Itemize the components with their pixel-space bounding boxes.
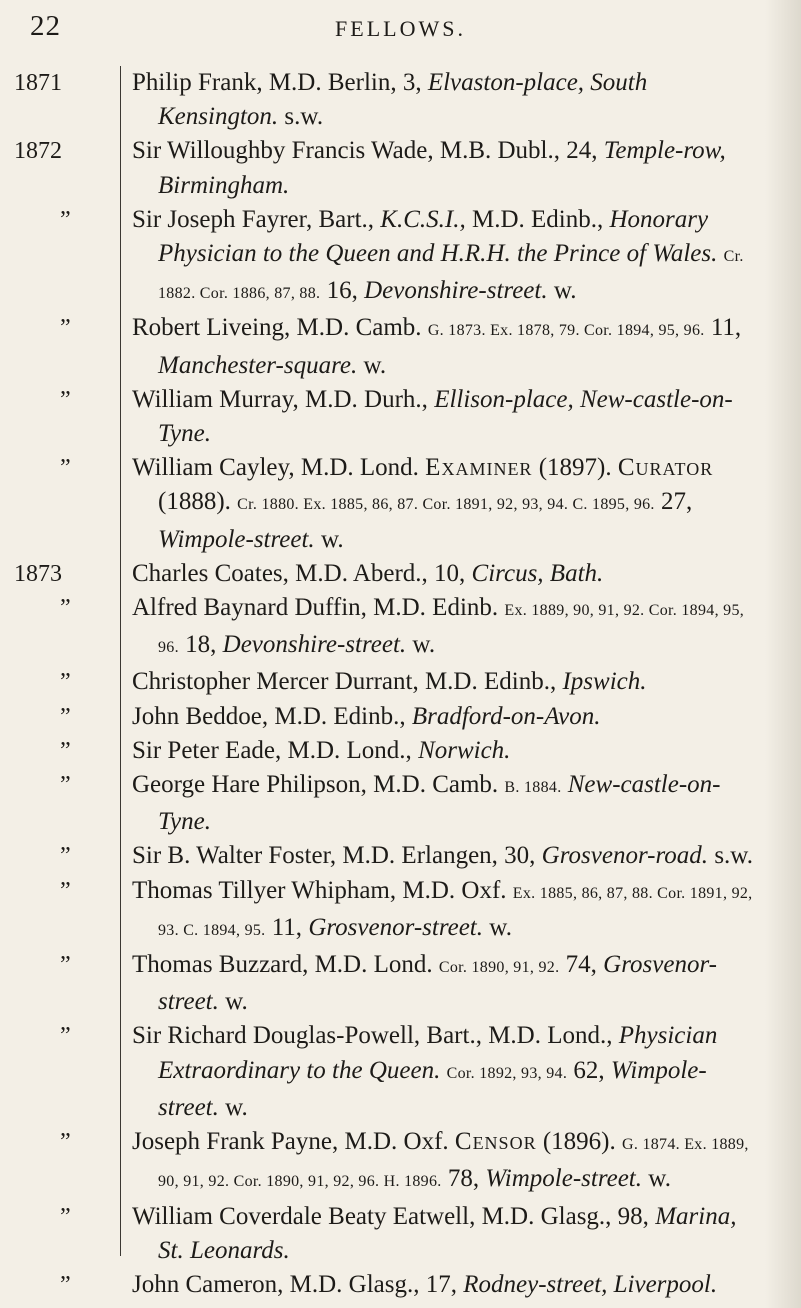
service-record: Cr. 1882. Cor. 1886, 87, 88. bbox=[158, 248, 744, 303]
entry-segment: Alfred Baynard Duffin, M.D. Edinb. bbox=[132, 594, 505, 622]
address-text: Ipswich. bbox=[562, 668, 647, 696]
entry-william-murray bbox=[0, 383, 801, 451]
entry-year-ditto: ” bbox=[60, 737, 71, 764]
entry-year-ditto: ” bbox=[60, 877, 71, 904]
entry-year-ditto: ” bbox=[60, 843, 71, 870]
entry-text bbox=[132, 734, 767, 768]
entry-william-cayley bbox=[0, 451, 801, 557]
entry-year-ditto: ” bbox=[60, 1129, 71, 1156]
entry-year-ditto: ” bbox=[60, 595, 71, 622]
entry-segment: (1888). bbox=[158, 488, 238, 516]
entry-thomas-buzzard bbox=[0, 948, 801, 1019]
entry-segment: William Cayley, M.D. Lond. bbox=[132, 454, 426, 482]
entry-text bbox=[132, 948, 767, 1019]
service-record: G. 1873. Ex. 1878, 79. Cor. 1894, 95, 96. bbox=[427, 322, 705, 340]
entry-segment: 27, bbox=[654, 488, 693, 516]
entry-segment: M.D. Edinb., bbox=[465, 205, 610, 233]
entry-segment: w. bbox=[314, 525, 344, 553]
entry-william-eatwell bbox=[0, 1200, 801, 1268]
entry-segment: William Coverdale Beaty Eatwell, M.D. Glasg., 98, bbox=[132, 1202, 656, 1230]
entry-text bbox=[132, 874, 767, 948]
entry-text bbox=[132, 1200, 767, 1268]
entry-text bbox=[132, 665, 767, 699]
entry-segment: s.w. bbox=[708, 842, 753, 870]
entry-segment: Sir B. Walter Foster, M.D. Erlangen, 30, bbox=[132, 842, 542, 870]
entry-segment: 18, bbox=[178, 631, 223, 659]
entry-text bbox=[132, 451, 767, 557]
entry-text bbox=[132, 1268, 767, 1302]
entry-john-cameron bbox=[0, 1268, 801, 1302]
entry-segment: 78, bbox=[441, 1165, 486, 1193]
service-record: Ex. 1885, 86, 87, 88. Cor. 1891, 92, 93. C. 1894, 95. bbox=[158, 884, 753, 939]
entry-robert-liveing bbox=[0, 311, 801, 382]
entry-thomas-whipham bbox=[0, 874, 801, 948]
entry-text bbox=[132, 311, 767, 382]
address-text: Honorary Physician to the Queen and H.R.H. the Prince of Wales. bbox=[158, 205, 718, 268]
entry-year-ditto: ” bbox=[60, 315, 71, 342]
address-text: Grosvenor-street. bbox=[158, 951, 718, 1016]
entry-segment: William Murray, M.D. Durh., bbox=[132, 385, 435, 413]
entry-text bbox=[132, 557, 767, 591]
entry-segment: Charles Coates, M.D. Aberd., 10, bbox=[132, 559, 472, 587]
entry-text bbox=[132, 66, 767, 134]
address-text: Rodney-street, Liverpool. bbox=[463, 1270, 718, 1298]
entry-year-ditto: ” bbox=[60, 455, 71, 482]
entry-segment: Robert Liveing, M.D. Camb. bbox=[132, 314, 428, 342]
entry-walter-foster bbox=[0, 839, 801, 873]
entry-year-ditto: ” bbox=[60, 206, 71, 233]
entry-segment: Thomas Tillyer Whipham, M.D. Oxf. bbox=[132, 876, 513, 904]
entry-segment: Sir Peter Eade, M.D. Lond., bbox=[132, 736, 419, 764]
address-text: Norwich. bbox=[418, 736, 511, 764]
entry-joseph-payne bbox=[0, 1125, 801, 1199]
address-text: Temple-row, Birmingham. bbox=[158, 137, 726, 199]
address-text: Physician Extraordinary to the Queen. bbox=[158, 1022, 718, 1084]
entry-text bbox=[132, 203, 767, 312]
entry-segment: Thomas Buzzard, M.D. Lond. bbox=[132, 951, 439, 979]
entry-year: 1872 bbox=[14, 138, 62, 165]
address-text: Ellison-place, New-castle-on-Tyne. bbox=[158, 385, 733, 448]
entry-segment: w. bbox=[357, 351, 387, 379]
entry-segment: w. bbox=[218, 988, 248, 1016]
entry-segment: (1896). bbox=[536, 1128, 622, 1156]
office-title: Examiner bbox=[425, 454, 533, 482]
entry-segment: w. bbox=[483, 913, 512, 941]
entry-willoughby-wade bbox=[0, 134, 801, 202]
entry-year-ditto: ” bbox=[60, 952, 71, 979]
running-title: FELLOWS. bbox=[335, 16, 466, 41]
entry-segment: Sir Willoughby Francis Wade, M.B. Dubl., 24, bbox=[132, 137, 604, 165]
entry-joseph-fayrer bbox=[0, 203, 801, 312]
address-text: Grosvenor-road. bbox=[541, 842, 709, 870]
entry-segment: George Hare Philipson, M.D. Camb. bbox=[132, 771, 505, 799]
office-title: Censor bbox=[454, 1128, 537, 1156]
entry-segment: 62, bbox=[567, 1056, 611, 1084]
entry-segment: w. bbox=[406, 631, 436, 659]
office-title: Curator bbox=[617, 454, 714, 482]
service-record: Cor. 1890, 91, 92. bbox=[438, 959, 560, 977]
entry-year-ditto: ” bbox=[60, 703, 71, 730]
entry-george-philipson bbox=[0, 768, 801, 839]
entry-text bbox=[132, 1125, 767, 1199]
entry-christopher-durrant bbox=[0, 665, 801, 699]
entry-peter-eade bbox=[0, 734, 801, 768]
address-text: Wimpole-street. bbox=[158, 1056, 707, 1121]
service-record: G. 1874. Ex. 1889, 90, 91, 92. Cor. 1890, 91, 92, 96. H. 1896. bbox=[158, 1136, 749, 1191]
entry-text bbox=[132, 1019, 767, 1125]
service-record: B. 1884. bbox=[504, 779, 562, 797]
entry-year: 1873 bbox=[14, 560, 62, 587]
entry-year-ditto: ” bbox=[60, 772, 71, 799]
entry-segment: Christopher Mercer Durrant, M.D. Edinb., bbox=[132, 668, 563, 696]
entry-charles-coates bbox=[0, 557, 801, 591]
entry-philip-frank bbox=[0, 66, 801, 134]
address-text: Manchester-square. bbox=[158, 351, 358, 379]
entry-year-ditto: ” bbox=[60, 386, 71, 413]
entry-segment: Joseph Frank Payne, M.D. Oxf. bbox=[132, 1128, 455, 1156]
service-record: Cr. 1880. Ex. 1885, 86, 87. Cor. 1891, 92, 93, 94. C. 1895, 96. bbox=[237, 496, 655, 514]
fellows-list bbox=[0, 66, 801, 1302]
address-text: Devonshire-street. bbox=[364, 277, 548, 305]
address-text: Marina, St. Leonards. bbox=[158, 1202, 737, 1264]
entry-text bbox=[132, 591, 767, 665]
entry-year-ditto: ” bbox=[60, 1203, 71, 1230]
address-text: Bradford-on-Avon. bbox=[411, 702, 601, 730]
entry-segment: w. bbox=[547, 277, 577, 305]
entry-segment: John Beddoe, M.D. Edinb., bbox=[132, 702, 412, 730]
address-text: K.C.S.I., bbox=[380, 205, 466, 233]
entry-segment: 16, bbox=[320, 277, 365, 305]
entry-richard-douglas-powell bbox=[0, 1019, 801, 1125]
entry-year-ditto: ” bbox=[60, 669, 71, 696]
entry-segment: 74, bbox=[559, 951, 604, 979]
entry-segment: s.w. bbox=[278, 103, 324, 131]
entry-text bbox=[132, 383, 767, 451]
entry-segment: Sir Joseph Fayrer, Bart., bbox=[132, 205, 381, 233]
entry-segment: w. bbox=[642, 1165, 671, 1193]
entry-segment: (1897). bbox=[532, 454, 618, 482]
entry-segment: w. bbox=[218, 1093, 248, 1121]
entry-text bbox=[132, 134, 767, 202]
address-text: Wimpole-street. bbox=[485, 1165, 643, 1193]
entry-john-beddoe bbox=[0, 700, 801, 734]
entry-text bbox=[132, 839, 767, 873]
entry-segment: John Cameron, M.D. Glasg., 17, bbox=[132, 1270, 464, 1298]
page-number: 22 bbox=[30, 10, 61, 42]
entry-text bbox=[132, 768, 767, 839]
address-text: Grosvenor-street. bbox=[308, 913, 484, 941]
address-text: Devonshire-street. bbox=[222, 631, 407, 659]
service-record: Cor. 1892, 93, 94. bbox=[446, 1064, 568, 1082]
address-text: New-castle-on-Tyne. bbox=[158, 771, 721, 836]
entry-segment: Sir Richard Douglas-Powell, Bart., M.D. Lond., bbox=[132, 1022, 619, 1050]
entry-year-ditto: ” bbox=[60, 1271, 71, 1298]
service-record: Ex. 1889, 90, 91, 92. Cor. 1894, 95, 96. bbox=[158, 602, 745, 657]
entry-segment: 11, bbox=[704, 314, 742, 342]
address-text: Elvaston-place, South Kensington. bbox=[158, 69, 648, 131]
entry-year: 1871 bbox=[14, 70, 62, 96]
address-text: Wimpole-street. bbox=[158, 525, 315, 553]
entry-year-ditto: ” bbox=[60, 1023, 71, 1050]
address-text: Circus, Bath. bbox=[471, 559, 604, 587]
entry-segment: 11, bbox=[265, 913, 309, 941]
entry-segment: Philip Frank, M.D. Berlin, 3, bbox=[132, 69, 428, 96]
entry-alfred-duffin bbox=[0, 591, 801, 665]
entry-text bbox=[132, 700, 767, 734]
